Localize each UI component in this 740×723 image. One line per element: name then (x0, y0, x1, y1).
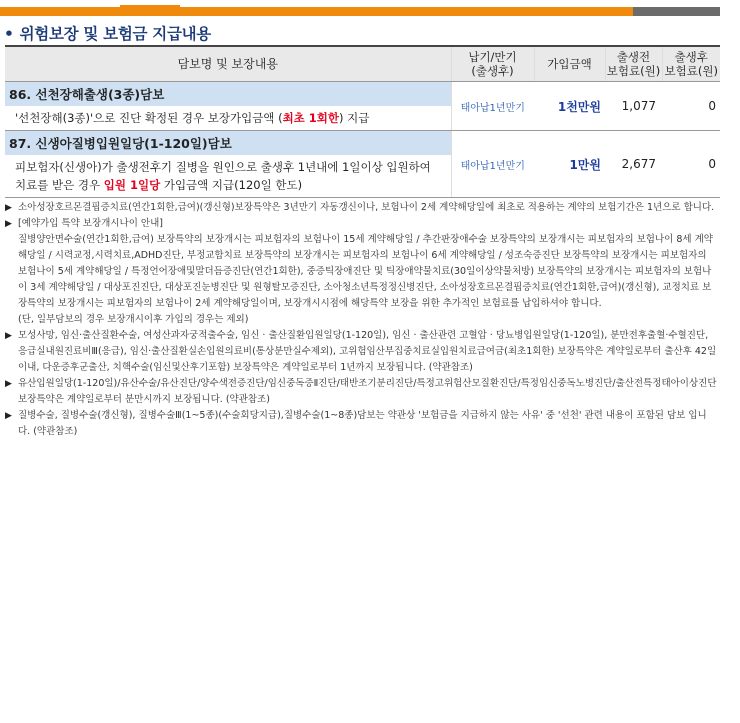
desc-highlight: 최초 1회한 (282, 111, 340, 125)
coverage-amount: 1만원 (534, 131, 605, 198)
header-term-line2: (출생후) (471, 64, 514, 78)
coverage-term: 태아납1년만기 (451, 82, 534, 131)
arrow-icon: ▶ (5, 331, 12, 341)
arrow-icon: ▶ (5, 411, 12, 421)
note-item (5, 200, 717, 216)
coverage-description (5, 106, 451, 131)
arrow-icon: ▶ (5, 219, 12, 229)
desc-text-end: ) 지급 (339, 111, 370, 125)
note-text: 유산입원일당(1-120일)/유산수술/유산진단/양수색전증진단/임신중독증Ⅱ진단/태반조기분리진단/특정고위험산모질환진단/특정임신중독노병진단/출산전특정태아이상진단 보장특약은 계약일로부터 분만시까지 보장됩니다. (약관참조) (18, 378, 717, 405)
desc-highlight: 입원 1일당 (103, 178, 161, 192)
top-accent-bar (0, 0, 720, 16)
coverage-table (5, 45, 720, 198)
note-text: (단, 일부담보의 경우 보장개시이후 가입의 경우는 제외) (18, 314, 249, 325)
header-name: 담보명 및 보장내용 (5, 46, 451, 82)
table-header-row (5, 46, 720, 82)
coverage-title: 87. 신생아질병입원일당(1-120일)담보 (5, 131, 451, 156)
coverage-amount: 1천만원 (534, 82, 605, 131)
arrow-icon: ▶ (5, 379, 12, 389)
premium-before-birth: 2,677 (605, 131, 662, 198)
bullet-icon: • (4, 25, 14, 43)
note-text: 모성사망, 임신·출산질환수술, 여성산과자궁적출수술, 임신 · 출산질환입원일당(1-120일), 임신 · 출산관련 고혈압 · 당뇨병입원일당(1-120일), 분만전후출혈·수혈진단, 응급실내원진료비Ⅲ(응급), 임신·출산질환실손입원의료비(통상분만실수제외), 고위험임산부집중치료실입원치료급여금(최초1회한) 보장특약은 계약일로부터 출산후 42일이내, 다운증후군출산, 치핵수술(임신및산후기포함) 보장특약은 계약일로부터 1년까지 보장됩니다. (약관참조) (18, 330, 717, 373)
note-item (5, 216, 717, 328)
header-fragment (120, 0, 180, 7)
notes-section (5, 200, 717, 440)
header-term-line1: 납기/만기 (468, 50, 517, 64)
coverage-description (5, 155, 451, 198)
header-term (451, 46, 534, 82)
premium-before-birth: 1,077 (605, 82, 662, 131)
gray-bar (633, 7, 720, 16)
header-prem-before (605, 46, 662, 82)
section-title (4, 22, 211, 44)
note-text: 질병양안면수술(연간1회한,급여) 보장특약의 보장개시는 피보험자의 보험나이 15세 계약해당일 / 추간판장애수술 보장특약의 보장개시는 피보험자의 보험나이 8세 계약해당일 / 시력교정,시력치료,ADHD진단, 부정교합치료 보장특약의 보장개시는 피보험자의 보험나이 6세 계약해당일 / 성조숙증진단 보장특약의 보장개시는 피보험자의 보험나이 5세 계약해당일 / 특정언어장애및말더듬증진단(연간1회한), 중증틱장애진단 및 틱장애약물치료(30일이상약물처방) 보장특약의 보장개시는 피보험자의 보험나이 3세 계약해당일 / 대상포진진단, 대상포진눈병진단 및 원형탈모증진단, 소아청소년특정정신병진단, 소아성장호르몬결핍증치료(연간1회한,급여)(갱신형), 교정치료 보장특약의 보장개시는 피보험자의 보험나이 2세 계약해당일이며, 보장개시시점에 해당특약 보장을 위한 추가적인 보험료를 납입하셔야 합니다. (18, 234, 713, 309)
header-prem-before-line1: 출생전 (616, 50, 651, 64)
header-prem-after (662, 46, 720, 82)
coverage-term: 태아납1년만기 (451, 131, 534, 198)
table-row (5, 82, 720, 107)
note-item (5, 328, 717, 376)
desc-text: '선천장해(3종)'으로 진단 확정된 경우 보장가입금액 ( (15, 111, 283, 125)
desc-text-end: 가입금액 지급(120일 한도) (160, 178, 303, 192)
header-prem-before-line2: 보험료(원) (606, 64, 661, 78)
section-title-text: 위험보장 및 보험금 지급내용 (19, 25, 211, 43)
arrow-icon: ▶ (5, 203, 12, 213)
header-prem-after-line1: 출생후 (674, 50, 708, 64)
note-item (5, 376, 717, 408)
header-prem-after-line2: 보험료(원) (664, 64, 718, 78)
desc-text: 피보험자(신생아)가 출생전후기 질병을 원인으로 출생후 1년내에 1일이상 입원하여 치료를 받은 경우 (15, 160, 431, 192)
note-item (5, 408, 717, 440)
table-row (5, 131, 720, 156)
note-text: 소아성장호르몬결핍증치료(연간1회한,급여)(갱신형)보장특약은 3년만기 자동갱신이나, 보험나이 2세 계약해당일에 최초로 적용하는 계약의 보험기간은 1년으로 합니다. (18, 202, 715, 213)
note-text: 질병수술, 질병수술(갱신형), 질병수술Ⅲ(1~5종)(수술회당지급),질병수술(1~8종)담보는 약관상 '보험금을 지급하지 않는 사유' 중 '선천' 관련 내용이 포함된 담보 입니다. (약관참조) (18, 410, 707, 437)
coverage-title: 86. 선천장해출생(3종)담보 (5, 82, 451, 107)
note-heading: [예약가입 특약 보장개시나이 안내] (18, 218, 163, 229)
premium-after-birth: 0 (662, 82, 720, 131)
orange-bar (0, 7, 633, 16)
header-amount: 가입금액 (534, 46, 605, 82)
premium-after-birth: 0 (662, 131, 720, 198)
